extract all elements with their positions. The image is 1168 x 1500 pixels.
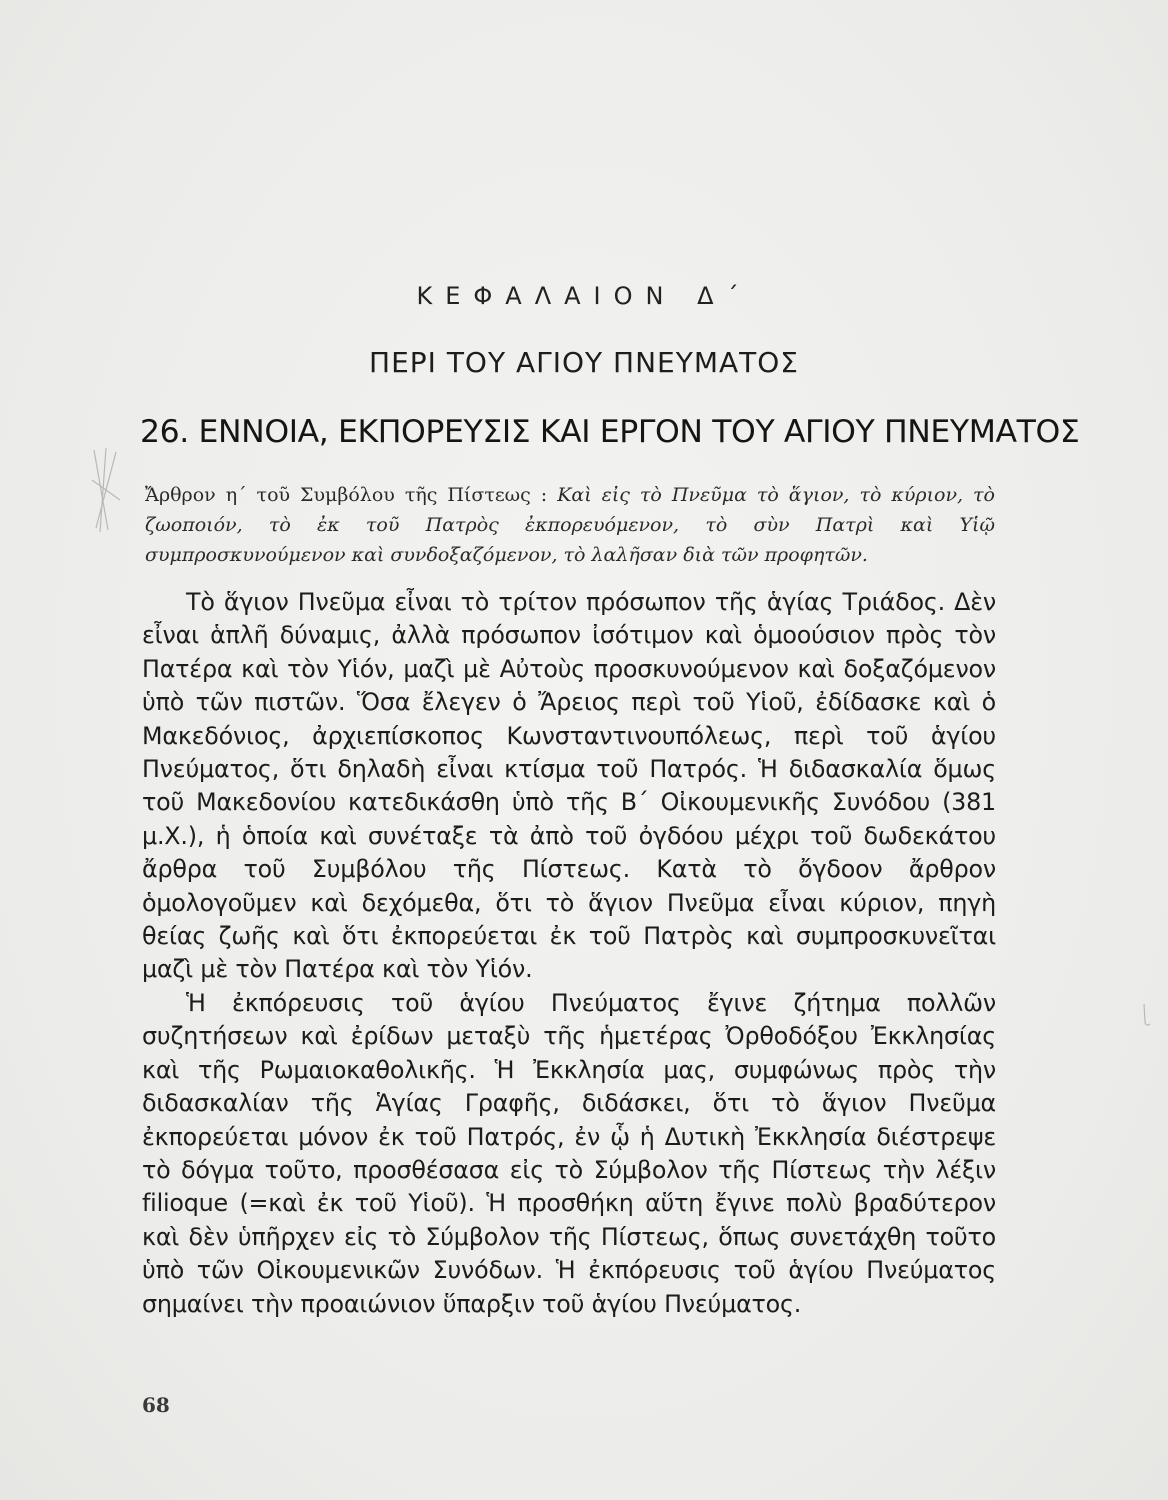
creed-quotation — [145, 480, 995, 570]
page-number: 68 — [142, 1393, 170, 1417]
paragraph-1: Τὸ ἅγιον Πνεῦμα εἶναι τὸ τρίτον πρόσωπον τῆς ἁγίας Τριάδος. Δὲν εἶναι ἁπλῆ δύναμις, ἀλλὰ πρόσωπον ἰσότιμον καὶ ὁμοούσιον πρὸς τὸν Πατέρα καὶ τὸν Υἱόν, μαζὶ μὲ Αὐτοὺς προσκυνούμενον καὶ δοξαζόμενον ὑπὸ τῶν πιστῶν. Ὅσα ἔλεγεν ὁ Ἄρειος περὶ τοῦ Υἱοῦ, ἐδίδασκε καὶ ὁ Μακεδόνιος, ἀρχιεπίσκοπος Κωνσταντινουπόλεως, περὶ τοῦ ἁγίου Πνεύματος, ὅτι δηλαδὴ εἶναι κτίσμα τοῦ Πατρός. Ἡ διδασκαλία ὅμως τοῦ Μακεδονίου κατεδικάσθη ὑπὸ τῆς Β΄ Οἰκουμενικῆς Συνόδου (381 μ.Χ.), ἡ ὁποία καὶ συνέταξε τὰ ἀπὸ τοῦ ὀγδόου μέχρι τοῦ δωδεκάτου ἄρθρα τοῦ Συμβόλου τῆς Πίστεως. Κατὰ τὸ ὄγδοον ἄρθρον ὁμολογοῦμεν καὶ δεχόμεθα, ὅτι τὸ ἅγιον Πνεῦμα εἶναι κύριον, πηγὴ θείας ζωῆς καὶ ὅτι ἐκπορεύεται ἐκ τοῦ Πατρὸς καὶ συμπροσκυνεῖται μαζὶ μὲ τὸν Πατέρα καὶ τὸν Υἱόν. — [142, 588, 996, 984]
pencil-mark-left — [86, 440, 126, 540]
chapter-heading: ΚΕΦΑΛΑΙΟΝ Δ΄ — [416, 282, 752, 310]
body-text — [142, 586, 996, 1321]
part-title: ΠΕΡΙ ΤΟΥ ΑΓΙΟΥ ΠΝΕΥΜΑΤΟΣ — [369, 346, 799, 379]
creed-intro: Ἄρθρον η΄ τοῦ Συμβόλου τῆς Πίστεως : — [145, 484, 548, 506]
pencil-mark-right — [1140, 1000, 1154, 1030]
section-title: 26. ΕΝΝΟΙΑ, ΕΚΠΟΡΕΥΣΙΣ ΚΑΙ ΕΡΓΟΝ ΤΟΥ ΑΓΙΟΥ ΠΝΕΥΜΑΤΟΣ — [140, 414, 1080, 450]
creed-quote: Καὶ εἰς τὸ Πνεῦμα τὸ ἅγιον, τὸ κύριον, τὸ ζωοποιόν, τὸ ἐκ τοῦ Πατρὸς ἐκπορευόμενον, τὸ σὺν Πατρὶ καὶ Υἱῷ συμπροσκυνούμενον καὶ συνδοξαζόμενον, τὸ λαλῆσαν διὰ τῶν προφητῶν. — [145, 484, 995, 566]
paragraph-2: Ἡ ἐκπόρευσις τοῦ ἁγίου Πνεύματος ἔγινε ζήτημα πολλῶν συζητήσεων καὶ ἐρίδων μεταξὺ τῆς ἡμετέρας Ὀρθοδόξου Ἐκκλησίας καὶ τῆς Ρωμαιοκαθολικῆς. Ἡ Ἐκκλησία μας, συμφώνως πρὸς τὴν διδασκαλίαν τῆς Ἁγίας Γραφῆς, διδάσκει, ὅτι τὸ ἅγιον Πνεῦμα ἐκπορεύεται μόνον ἐκ τοῦ Πατρός, ἐν ᾧ ἡ Δυτικὴ Ἐκκλησία διέστρεψε τὸ δόγμα τοῦτο, προσθέσασα εἰς τὸ Σύμβολον τῆς Πίστεως τὴν λέξιν filioque (=καὶ ἐκ τοῦ Υἱοῦ). Ἡ προσθήκη αὕτη ἔγινε πολὺ βραδύτερον καὶ δὲν ὑπῆρχεν εἰς τὸ Σύμβολον τῆς Πίστεως, ὅπως συνετάχθη τοῦτο ὑπὸ τῶν Οἰκουμενικῶν Συνόδων. Ἡ ἐκπόρευσις τοῦ ἁγίου Πνεύματος σημαίνει τὴν προαιώνιον ὕπαρξιν τοῦ ἁγίου Πνεύματος. — [142, 988, 996, 1318]
